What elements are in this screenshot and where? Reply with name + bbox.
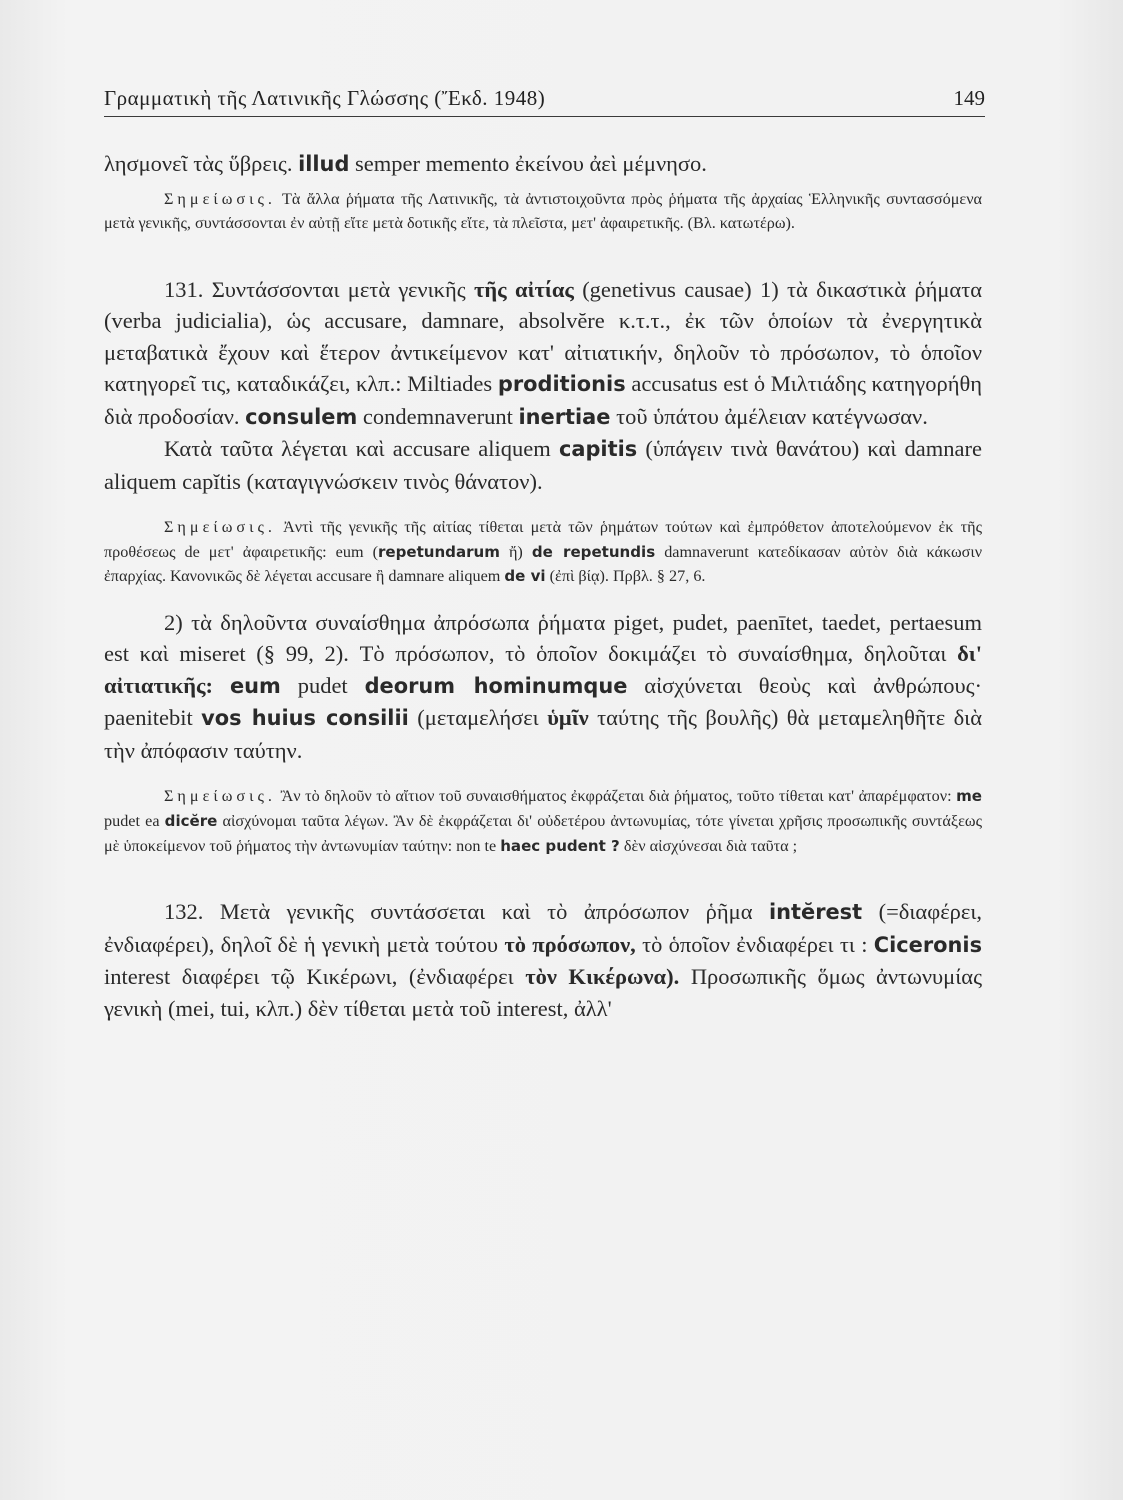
text-run: accusatus est ὁ Μιλτιάδης κατηγορήθη διὰ προδοσίαν. xyxy=(104,371,983,429)
text-run: Ἂν τὸ δηλοῦν τὸ αἴτιον τοῦ συναισθήματος ἐκφράζεται διὰ ῥήματος, τοῦτο τίθεται κατ' ἀπαρέμφατον: xyxy=(280,787,952,806)
bold-example: dicĕre xyxy=(164,812,218,831)
paragraph-impersonal-verbs xyxy=(104,607,982,767)
text-run: pudet ea xyxy=(104,812,160,831)
section-131 xyxy=(104,274,982,434)
bold-term: τὸν Κικέρωνα). xyxy=(525,964,680,990)
bold-example: Ciceronis xyxy=(873,932,983,957)
text-run: Συντάσσονται μετὰ γενικῆς xyxy=(211,276,466,302)
running-title: Γραμματικὴ τῆς Λατινικῆς Γλώσσης (Ἔκδ. 1948) xyxy=(104,86,546,110)
section-number: 131. xyxy=(164,276,204,302)
note-2 xyxy=(104,515,982,589)
bold-example: illud xyxy=(298,152,350,176)
text-run: (=διαφέρει, ἐνδιαφέρει), δηλοῖ δὲ ἡ γενικὴ μετὰ τούτου xyxy=(104,899,983,957)
bold-example: intĕrest xyxy=(768,900,863,925)
bold-example: de repetundis xyxy=(531,542,656,561)
text-run: τὸ ὁποῖον ἐνδιαφέρει τι : xyxy=(642,931,868,957)
running-header xyxy=(104,86,985,117)
note-1 xyxy=(104,187,982,236)
text-run: (ὑπάγειν τινὰ θανάτου) καὶ damnare aliquem capĭtis (καταγιγνώσκειν τινὸς θάνατον). xyxy=(104,436,983,494)
bold-example: inertiae xyxy=(518,404,611,429)
text-run: αἰσχύνομαι ταῦτα λέγων. Ἂν δὲ ἐκφράζεται δι' οὐδετέρου ἀντωνυμίας, τότε γίνεται χρῆσις προσωπικῆς συντάξεως μὲ ὑποκείμενον τοῦ ῥήματος τὴν ἀντωνυμίαν ταύτην: non te xyxy=(104,812,982,855)
text-run: Ἀντὶ τῆς γενικῆς τῆς αἰτίας τίθεται μετὰ τῶν ῥημάτων τούτων καὶ ἐμπρόθετον ἀποτελούμενον ἐκ τῆς προθέσεως de μετ' ἀφαιρετικῆς: eum ( xyxy=(104,518,982,561)
page-body xyxy=(104,148,982,1024)
text-run: αἰσχύνεται θεοὺς καὶ ἀνθρώπους· paenitebit xyxy=(104,672,982,731)
text-run: (ἐπὶ βίᾳ). Πρβλ. § 27, 6. xyxy=(549,567,706,586)
bold-term: δι' αἰτιατικῆς: xyxy=(104,641,983,698)
bold-example: me xyxy=(956,787,982,806)
bold-example: capitis xyxy=(558,437,638,462)
text-run: condemnaverunt xyxy=(362,403,513,429)
note-label: Σημείωσις. xyxy=(164,189,276,208)
text-run: (μεταμελήσει xyxy=(417,705,539,731)
text-run: damnaverunt κατεδίκασαν αὐτὸν διὰ κάκωσιν ἐπαρχίας. Κανονικῶς δὲ λέγεται accusare ἢ damnare aliquem xyxy=(104,542,983,586)
bold-example: de vi xyxy=(504,567,546,586)
bold-example: deorum hominumque xyxy=(364,673,628,698)
section-number: 132. xyxy=(164,899,204,925)
note-label: Σημείωσις. xyxy=(164,787,276,806)
note-text: Τὰ ἄλλα ῥήματα τῆς Λατινικῆς, τὰ ἀντιστοιχοῦντα πρὸς ῥήματα τῆς ἀρχαίας Ἑλληνικῆς συντασσόμενα μετὰ γενικῆς, συντάσσονται ἐν αὐτῇ εἴτε μετὰ δοτικῆς εἴτε, τὰ πλεῖστα, μετ' ἀφαιρετικῆς. (Βλ. κατωτέρω). xyxy=(104,189,982,233)
text-run: δὲν αἰσχύνεσαι διὰ ταῦτα ; xyxy=(623,836,798,855)
text-run: semper memento ἐκείνου ἀεὶ μέμνησο. xyxy=(355,151,707,176)
bold-term: τὸ πρόσωπον, xyxy=(504,931,636,957)
note-3 xyxy=(104,784,982,858)
text-run: 2) τὰ δηλοῦντα συναίσθημα ἀπρόσωπα ῥήματα piget, pudet, paenītet, taedet, pertaesum est καὶ miseret (§ 99, 2). Τὸ πρόσωπον, τὸ ὁποῖον δοκιμάζει τὸ συναίσθημα, δηλοῦται xyxy=(104,609,982,667)
note-label: Σημείωσις. xyxy=(164,518,276,537)
text-run: ταύτης τῆς βουλῆς) θὰ μεταμεληθῆτε διὰ τὴν ἀπόφασιν ταύτην. xyxy=(104,705,983,763)
text-run: Κατὰ ταῦτα λέγεται καὶ accusare aliquem xyxy=(164,436,551,462)
text-run: Προσωπικῆς ὅμως ἀντωνυμίας γενικὴ (mei, tui, κλπ.) δὲν τίθεται μετὰ τοῦ interest, ἀλλ' xyxy=(104,964,983,1021)
text-run: Μετὰ γενικῆς συντάσσεται καὶ τὸ ἀπρόσωπον ῥῆμα xyxy=(219,899,753,925)
bold-example: haec pudent ? xyxy=(500,836,620,855)
text-run: ἤ) xyxy=(508,542,523,561)
text-run: λησμονεῖ τὰς ὕβρεις. xyxy=(104,151,293,176)
bold-example: proditionis xyxy=(497,372,626,397)
bold-term: ὑμῖν xyxy=(547,705,589,731)
bold-example: consulem xyxy=(245,404,358,429)
continuation-paragraph xyxy=(104,148,982,181)
text-run: τοῦ ὑπάτου ἀμέλειαν κατέγνωσαν. xyxy=(616,403,928,429)
bold-example: eum xyxy=(229,673,281,698)
bold-example: repetundarum xyxy=(377,542,500,561)
text-run: interest διαφέρει τῷ Κικέρωνι, (ἐνδιαφέρει xyxy=(104,964,514,990)
bold-term: τῆς αἰτίας xyxy=(474,276,574,302)
section-132 xyxy=(104,896,982,1024)
text-run: (genetivus causae) 1) τὰ δικαστικὰ ῥήματα (verba judicialia), ὡς accusare, damnare, absolvĕre κ.τ.τ., ἐκ τῶν ὁποίων τὰ ἐνεργητικὰ μεταβατικὰ ἔχουν καὶ ἕτερον ἀντικείμενον κατ' αἰτιατικήν, δηλοῦν τὸ πρόσωπον, τὸ ὁποῖον κατηγορεῖ τις, καταδικάζει, κλπ.: Miltiades xyxy=(104,276,983,397)
text-run: pudet xyxy=(297,672,348,698)
page-number: 149 xyxy=(953,86,985,110)
paragraph-capitis xyxy=(104,433,982,497)
bold-example: vos huius consilii xyxy=(201,706,409,731)
